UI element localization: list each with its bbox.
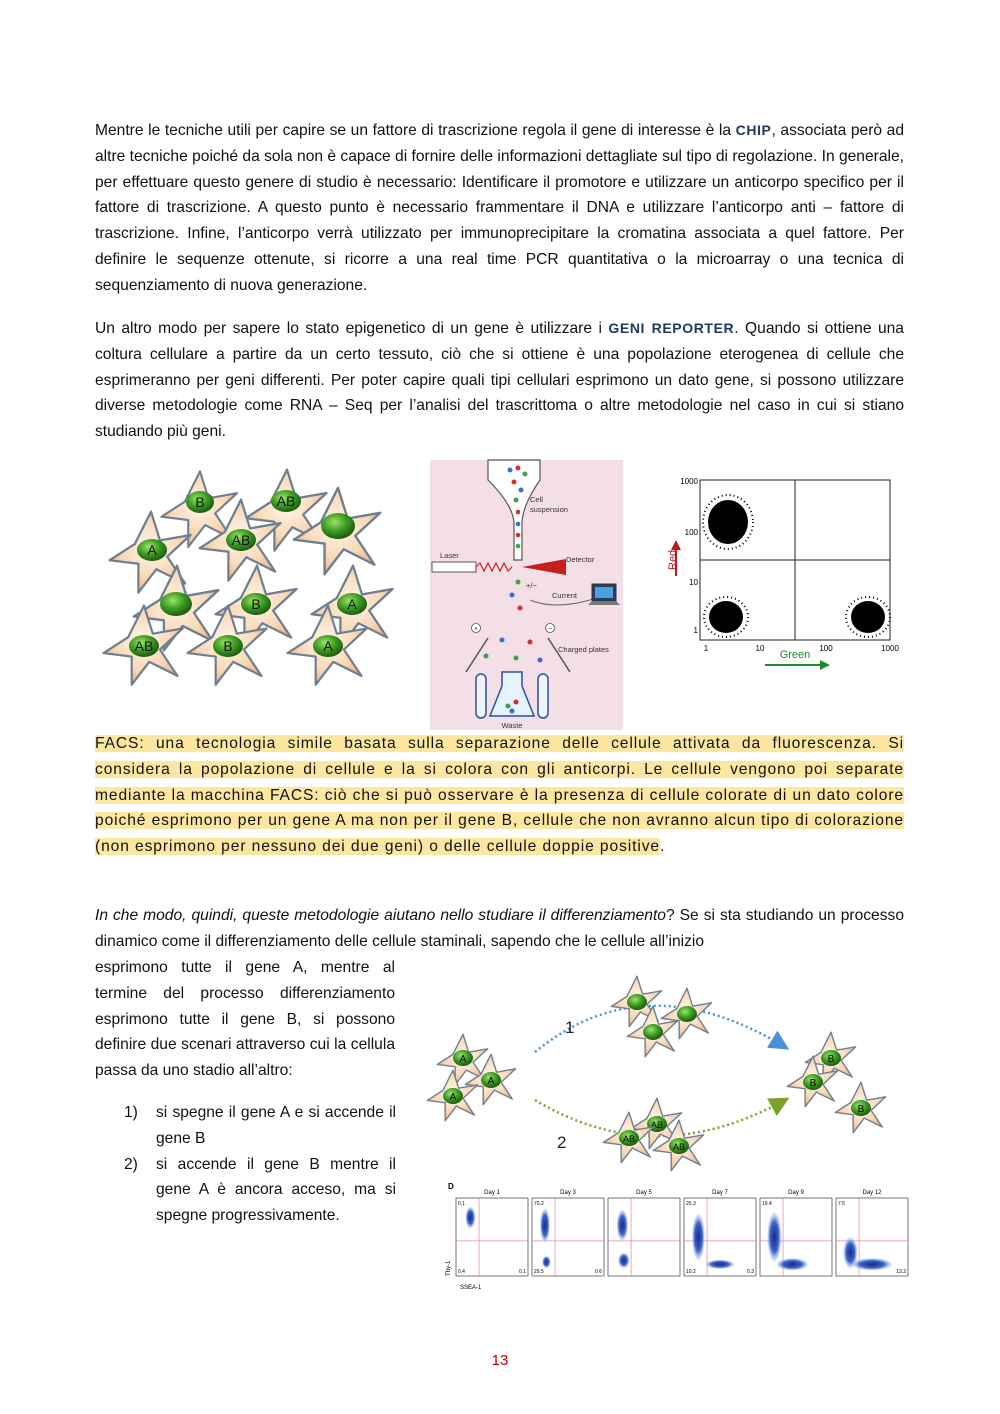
flow-quadrant-value: 0.1 <box>519 1269 526 1275</box>
paragraph-diff-question: In che modo, quindi, queste metodologie aiutano nello studiare il differenziamento <box>95 907 666 924</box>
flow-quadrant-value: 0.3 <box>747 1269 754 1275</box>
facs-caption <box>95 731 904 860</box>
page-number: 13 <box>491 1352 509 1369</box>
minus-plate-label: − <box>547 626 553 633</box>
charged-plates-label: Charged plates <box>558 645 609 654</box>
flow-quadrant-value: 0.4 <box>458 1269 465 1275</box>
svg-text:AB: AB <box>672 1142 686 1152</box>
y-tick-100: 100 <box>684 528 698 537</box>
svg-text:B: B <box>251 596 261 612</box>
list-text: si spegne il gene A e si accende il gene B <box>156 1104 396 1147</box>
detector-label: Detector <box>566 555 595 564</box>
flow-quadrant-value: 7.5 <box>838 1201 845 1207</box>
x-tick-1: 1 <box>703 644 709 653</box>
svg-text:A: A <box>449 1092 457 1103</box>
x-tick-1000: 1000 <box>881 644 899 653</box>
y-tick-1: 1 <box>693 626 698 635</box>
scatter-cluster-negative <box>704 597 748 637</box>
differentiation-figure <box>425 972 900 1172</box>
flow-day-label: Day 7 <box>712 1190 728 1196</box>
scenario-list <box>120 1100 396 1229</box>
path-2-label: 2 <box>557 1133 567 1152</box>
charge-label: +/− <box>526 581 537 590</box>
facs-caption-tail: . <box>660 838 665 856</box>
facs-diagram-figure <box>430 460 623 730</box>
waste-label: Waste <box>501 721 523 730</box>
scatter-cluster-red <box>703 495 753 549</box>
x-tick-10: 10 <box>755 644 765 653</box>
top-cells <box>611 976 711 1056</box>
flow-quadrant-value: 0.6 <box>595 1269 602 1275</box>
current-label: Current <box>552 591 578 600</box>
path-1-label: 1 <box>565 1018 575 1037</box>
svg-text:A: A <box>323 638 333 654</box>
svg-text:A: A <box>459 1054 467 1065</box>
flow-panel <box>684 1190 756 1276</box>
flow-panel <box>608 1190 680 1276</box>
flow-day-label: Day 3 <box>560 1190 576 1196</box>
svg-text:AB: AB <box>134 638 154 654</box>
flow-quadrant-value: 70.2 <box>534 1201 544 1207</box>
svg-text:B: B <box>857 1104 865 1115</box>
paragraph-differenziamento-cont: esprimono tutte il gene A, mentre al termine del processo differenziamento esprimono tutte il gene B, si possono definire due scenari attraverso cui la cellula passa da uno stadio all’altro: <box>95 959 395 1080</box>
list-number: 2) <box>124 1155 138 1173</box>
laptop-icon <box>588 584 620 605</box>
paragraph-reporter-text-end: . Quando si ottiene una coltura cellulare a partire da un certo tessuto, ciò che si ottiene è una popolazione eterogenea di cellule che esprimeranno per geni differenti. Per poter capire quali tipi cellulari esprimono un dato gene, si possono utilizzare diverse metodologie come RNA – Seq per l’analisi del trascrittoma o altre metodologie nel caso in cui si stiano studiando più geni. <box>95 320 904 441</box>
x-tick-100: 100 <box>819 644 833 653</box>
x-axis-label-green: Green <box>779 649 811 661</box>
flow-day-label: Day 12 <box>862 1190 882 1196</box>
keyword-geni-reporter: GENI REPORTER <box>608 320 735 336</box>
svg-text:A: A <box>487 1076 495 1087</box>
paragraph-diff-text: ? Se si sta studiando un processo dinamico come il differenziamento delle cellule staminali, sapendo che le cellule all’inizio <box>95 907 904 950</box>
flow-quadrant-value: 0.1 <box>458 1201 465 1207</box>
left-cells <box>427 1034 515 1120</box>
flow-panel <box>760 1190 832 1276</box>
flow-day-label: Day 1 <box>484 1190 500 1196</box>
paragraph-geni-reporter <box>95 316 904 445</box>
flow-panel <box>532 1190 604 1276</box>
flow-quadrant-value: 13.2 <box>896 1269 906 1275</box>
flow-quadrant-value: 10.2 <box>686 1269 696 1275</box>
list-item <box>120 1100 396 1152</box>
svg-text:B: B <box>809 1078 817 1089</box>
panel-letter: D <box>448 1182 454 1191</box>
y-tick-10: 10 <box>689 578 698 587</box>
cell-suspension-label-2: suspension <box>530 505 568 514</box>
svg-text:AB: AB <box>650 1120 664 1130</box>
svg-text:B: B <box>195 494 205 510</box>
svg-text:B: B <box>223 638 233 654</box>
flow-quadrant-value: 29.5 <box>534 1269 544 1275</box>
cell-suspension-label: Cell <box>530 495 543 504</box>
svg-text:AB: AB <box>276 493 296 509</box>
flow-y-axis-label: Thy-1 <box>446 1260 452 1276</box>
paragraph-chip-text-start: Mentre le tecniche utili per capire se un fattore di trascrizione regola il gene di interesse è la <box>95 122 736 139</box>
scatter-cluster-green <box>846 597 890 637</box>
paragraph-chip <box>95 118 904 299</box>
list-item <box>120 1152 396 1229</box>
flow-panels <box>456 1190 908 1276</box>
flow-quadrant-value: 19.4 <box>762 1201 772 1207</box>
flow-day-label: Day 9 <box>788 1190 804 1196</box>
list-text: si accende il gene B mentre il gene A è ancora acceso, ma si spegne progressivamente. <box>156 1155 396 1225</box>
right-cells <box>787 1032 885 1132</box>
laser-label: Laser <box>440 551 459 560</box>
flow-panel <box>836 1190 908 1276</box>
svg-text:A: A <box>147 542 157 558</box>
y-axis-label-red: Red <box>667 549 679 570</box>
paragraph-differenziamento <box>95 903 904 955</box>
svg-text:B: B <box>827 1054 835 1065</box>
flow-panel <box>456 1190 528 1276</box>
svg-text:AB: AB <box>231 532 251 548</box>
flow-timecourse-figure <box>440 1180 906 1292</box>
flow-scatter-figure <box>660 470 910 675</box>
flow-quadrant-value: 20.3 <box>686 1201 696 1207</box>
facs-caption-highlight: FACS: una tecnologia simile basata sulla separazione delle cellule attivata da fluorescenza. Si considera la popolazione di cellule e la si colora con gli anticorpi. Le cellule vengono poi separate mediante la macchina FACS: ciò che si può osservare è la presenza di cellule colorate di un dato colore poiché esprimono per un gene A ma non per il gene B, cellule che non avranno alcun tipo di colorazione (non esprimono per nessuno dei due geni) o delle cellule doppie positive <box>95 735 904 856</box>
cells-population-figure <box>100 466 410 691</box>
paragraph-reporter-text-start: Un altro modo per sapere lo stato epigenetico di un gene è utilizzare i <box>95 320 609 337</box>
y-tick-1000: 1000 <box>680 477 698 486</box>
paragraph-chip-text-end: , associata però ad altre tecniche poiché da sola non è capace di fornire delle informazioni dettagliate sul tipo di regolazione. In generale, per effettuare questo genere di studio è necessario: Identificare il promotore e utilizzare un anticorpo specifico per il fattore di trascrizione. A questo punto è necessario frammentare il DNA e utilizzare l’anticorpo anti – fattore di trascrizione. Infine, l’anticorpo verrà utilizzato per immunoprecipitare la cromatina associata a quel fattore. Per definire le sequenze ottenute, si ricorre a una real time PCR quantitativa o la microarray o una tecnica di sequenziamento di nuova generazione. <box>95 122 904 294</box>
svg-text:AB: AB <box>622 1134 636 1144</box>
keyword-chip: CHIP <box>735 122 772 138</box>
list-number: 1) <box>124 1104 138 1121</box>
plus-plate-label: + <box>473 626 479 633</box>
flow-x-axis-label: SSEA-1 <box>460 1285 482 1291</box>
svg-text:A: A <box>347 596 357 612</box>
flow-day-label: Day 5 <box>636 1190 652 1196</box>
